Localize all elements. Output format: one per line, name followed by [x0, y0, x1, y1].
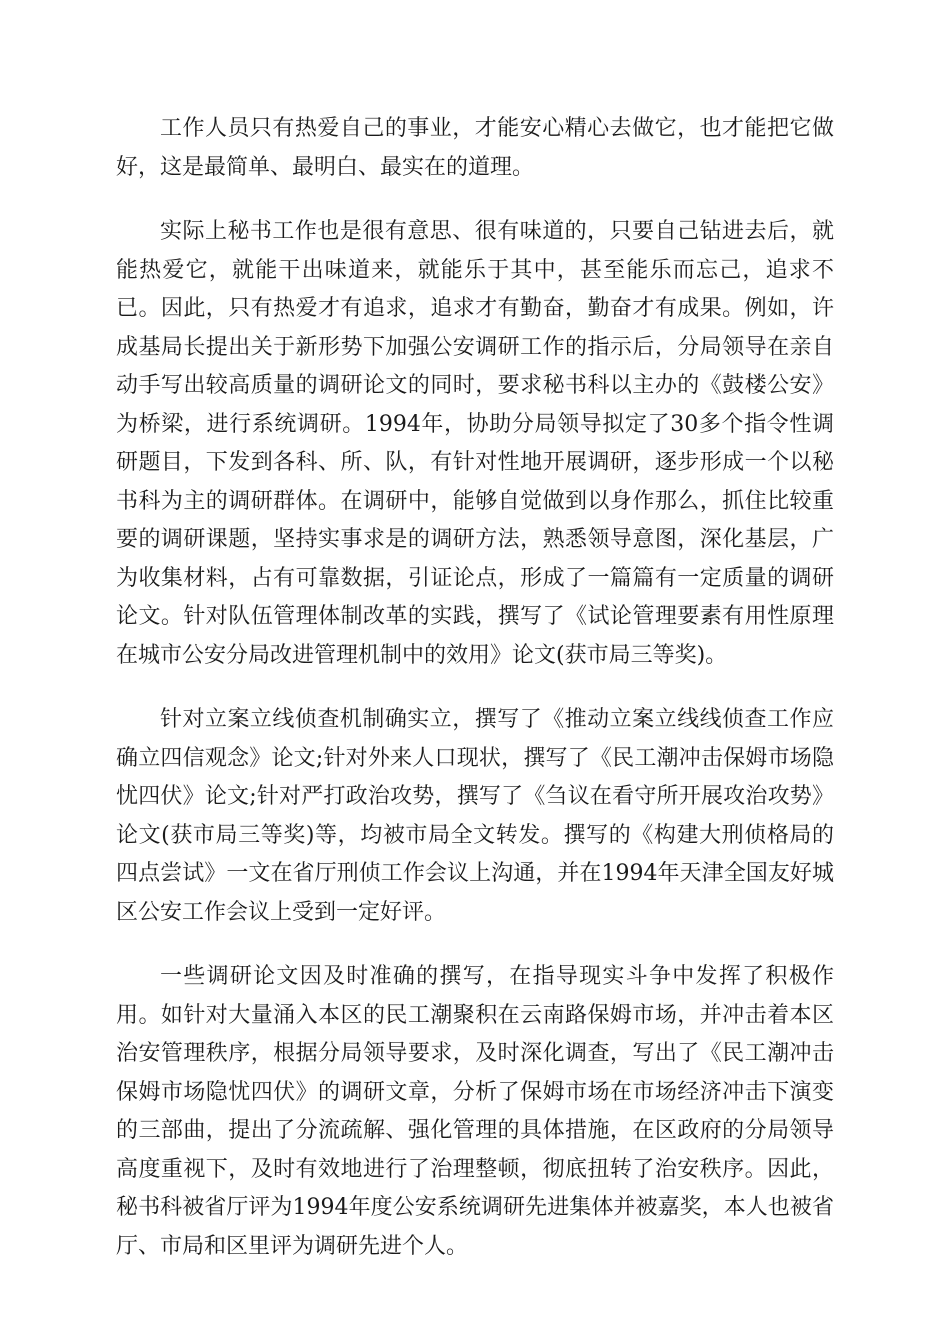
paragraph-4: 一些调研论文因及时准确的撰写，在指导现实斗争中发挥了积极作用。如针对大量涌入本区的民工潮聚积在云南路保姆市场，并冲击着本区治安管理秩序，根据分局领导要求，及时深化调查，写出了《民工潮冲击保姆市场隐忧四伏》的调研文章，分析了保姆市场在市场经济冲击下演变的三部曲，提出了分流疏解、强化管理的具体措施，在区政府的分局领导高度重视下，及时有效地进行了治理整顿，彻底扭转了治安秩序。因此，秘书科被省厅评为1994年度公安系统调研先进集体并被嘉奖，本人也被省厅、市局和区里评为调研先进个人。: [116, 964, 834, 1259]
paragraph-2: 实际上秘书工作也是很有意思、很有味道的，只要自己钻进去后，就能热爱它，就能干出味道来，就能乐于其中，甚至能乐而忘己，追求不已。因此，只有热爱才有追求，追求才有勤奋，勤奋才有成果。例如，许成基局长提出关于新形势下加强公安调研工作的指示后，分局领导在亲自动手写出较高质量的调研论文的同时，要求秘书科以主办的《鼓楼公安》为桥梁，进行系统调研。1994年，协助分局领导拟定了30多个指令性调研题目，下发到各科、所、队，有针对性地开展调研，逐步形成一个以秘书科为主的调研群体。在调研中，能够自觉做到以身作那么，抓住比较重要的调研课题，坚持实事求是的调研方法，熟悉领导意图，深化基层，广为收集材料，占有可靠数据，引证论点，形成了一篇篇有一定质量的调研论文。针对队伍管理体制改革的实践，撰写了《试论管理要素有用性原理在城市公安分局改进管理机制中的效用》论文(获市局三等奖)。: [116, 219, 834, 668]
paragraph-3: 针对立案立线侦查机制确实立，撰写了《推动立案立线线侦查工作应确立四信观念》论文;针对外来人口现状，撰写了《民工潮冲击保姆市场隐忧四伏》论文;针对严打政治攻势，撰写了《刍议在看守所开展攻治攻势》论文(获市局三等奖)等，均被市局全文转发。撰写的《构建大刑侦格局的四点尝试》一文在省厅刑侦工作会议上沟通，并在1994年天津全国友好城区公安工作会议上受到一定好评。: [116, 707, 834, 925]
paragraph-1: 工作人员只有热爱自己的事业，才能安心精心去做它，也才能把它做好，这是最简单、最明白、最实在的道理。: [116, 116, 834, 180]
document-body: [116, 110, 834, 1292]
